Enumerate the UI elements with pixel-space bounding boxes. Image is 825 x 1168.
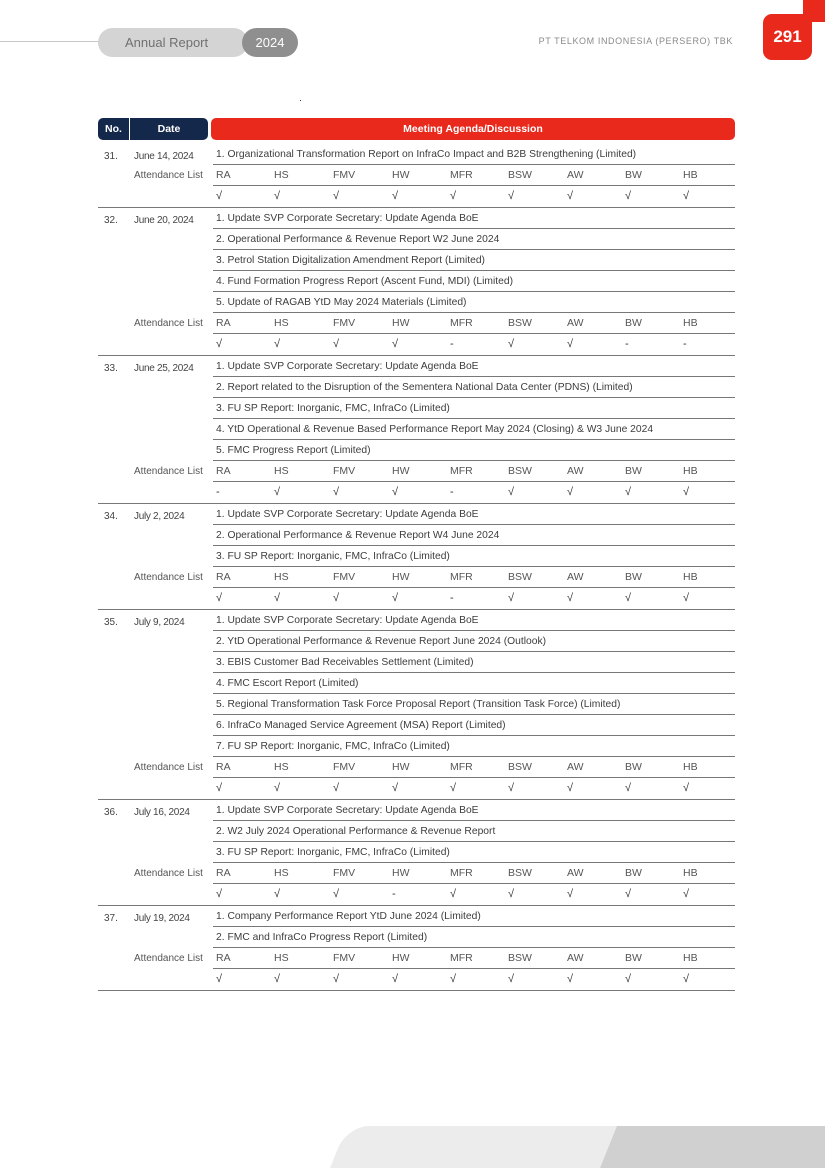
member-code: HW: [392, 867, 410, 879]
member-code: BW: [625, 867, 642, 879]
member-code: HS: [274, 465, 289, 477]
present-check-icon: √: [392, 592, 399, 604]
member-code: FMV: [333, 169, 356, 181]
present-check-icon: √: [274, 782, 281, 794]
present-check-icon: √: [567, 973, 574, 985]
agenda-item: 1. Update SVP Corporate Secretary: Update Agenda BoE: [213, 208, 735, 229]
agenda-item: 1. Update SVP Corporate Secretary: Update Agenda BoE: [213, 504, 735, 525]
member-code: FMV: [333, 867, 356, 879]
present-check-icon: √: [567, 592, 574, 604]
agenda-item: 2. YtD Operational Performance & Revenue Report June 2024 (Outlook): [213, 631, 735, 652]
meeting-row: [98, 208, 735, 356]
member-code: BW: [625, 169, 642, 181]
member-code: MFR: [450, 571, 473, 583]
present-check-icon: √: [392, 190, 399, 202]
present-check-icon: √: [508, 190, 515, 202]
present-check-icon: √: [625, 486, 632, 498]
present-check-icon: √: [216, 190, 223, 202]
present-check-icon: √: [567, 888, 574, 900]
meeting-date: June 14, 2024: [134, 151, 194, 162]
member-code: HW: [392, 317, 410, 329]
attendance-list-label: Attendance List: [134, 572, 203, 583]
member-code: HB: [683, 465, 698, 477]
member-code: HW: [392, 761, 410, 773]
attendance-block: [134, 313, 735, 355]
absent-mark: -: [625, 338, 629, 350]
attendance-member-codes: [213, 461, 735, 482]
agenda-item: 4. YtD Operational & Revenue Based Performance Report May 2024 (Closing) & W3 June 2024: [213, 419, 735, 440]
member-code: AW: [567, 867, 584, 879]
present-check-icon: √: [216, 338, 223, 350]
member-code: HW: [392, 169, 410, 181]
present-check-icon: √: [333, 782, 340, 794]
agenda-item: 2. FMC and InfraCo Progress Report (Limited): [213, 927, 735, 948]
member-code: RA: [216, 169, 231, 181]
meetings-table: [98, 144, 735, 991]
footer-shape-dark: [600, 1126, 825, 1168]
report-year: 2024: [242, 28, 298, 57]
present-check-icon: √: [333, 888, 340, 900]
present-check-icon: √: [567, 782, 574, 794]
present-check-icon: √: [333, 190, 340, 202]
column-header-no: No.: [98, 118, 129, 140]
attendance-marks: [213, 482, 735, 503]
member-code: HS: [274, 761, 289, 773]
meeting-number: 35.: [104, 617, 118, 628]
member-code: AW: [567, 952, 584, 964]
present-check-icon: √: [216, 973, 223, 985]
present-check-icon: √: [216, 592, 223, 604]
present-check-icon: √: [683, 592, 690, 604]
absent-mark: -: [216, 486, 220, 498]
agenda-item: 5. Update of RAGAB YtD May 2024 Materials (Limited): [213, 292, 735, 313]
attendance-block: [134, 165, 735, 207]
present-check-icon: √: [274, 592, 281, 604]
attendance-member-codes: [213, 165, 735, 186]
stray-dot: [300, 100, 301, 101]
member-code: HS: [274, 571, 289, 583]
member-code: BSW: [508, 761, 532, 773]
column-header-date: Date: [130, 118, 208, 140]
attendance-list-label: Attendance List: [134, 170, 203, 181]
present-check-icon: √: [625, 888, 632, 900]
meeting-date: June 25, 2024: [134, 363, 194, 374]
meeting-date: June 20, 2024: [134, 215, 194, 226]
agenda-item: 4. Fund Formation Progress Report (Ascent Fund, MDI) (Limited): [213, 271, 735, 292]
agenda-item: 1. Update SVP Corporate Secretary: Update Agenda BoE: [213, 800, 735, 821]
attendance-marks: [213, 588, 735, 609]
footer-shape-light: [330, 1126, 647, 1168]
member-code: FMV: [333, 571, 356, 583]
present-check-icon: √: [333, 338, 340, 350]
member-code: MFR: [450, 317, 473, 329]
meeting-number: 31.: [104, 151, 118, 162]
present-check-icon: √: [274, 973, 281, 985]
present-check-icon: √: [683, 190, 690, 202]
attendance-marks: [213, 334, 735, 355]
attendance-member-codes: [213, 313, 735, 334]
absent-mark: -: [683, 338, 687, 350]
member-code: RA: [216, 571, 231, 583]
member-code: RA: [216, 867, 231, 879]
member-code: MFR: [450, 465, 473, 477]
present-check-icon: √: [683, 973, 690, 985]
agenda-item: 4. FMC Escort Report (Limited): [213, 673, 735, 694]
attendance-list-label: Attendance List: [134, 868, 203, 879]
attendance-marks: [213, 778, 735, 799]
attendance-block: [134, 863, 735, 905]
member-code: BSW: [508, 867, 532, 879]
attendance-marks: [213, 884, 735, 905]
attendance-member-codes: [213, 863, 735, 884]
member-code: AW: [567, 317, 584, 329]
member-code: RA: [216, 761, 231, 773]
attendance-block: [134, 757, 735, 799]
member-code: HW: [392, 952, 410, 964]
present-check-icon: √: [216, 888, 223, 900]
present-check-icon: √: [450, 973, 457, 985]
member-code: AW: [567, 465, 584, 477]
page-number: 291: [763, 14, 812, 60]
present-check-icon: √: [508, 592, 515, 604]
present-check-icon: √: [508, 338, 515, 350]
present-check-icon: √: [274, 190, 281, 202]
member-code: AW: [567, 169, 584, 181]
agenda-item: 3. FU SP Report: Inorganic, FMC, InfraCo (Limited): [213, 842, 735, 863]
present-check-icon: √: [683, 782, 690, 794]
meeting-date: July 9, 2024: [134, 617, 185, 628]
present-check-icon: √: [274, 888, 281, 900]
agenda-item: 2. Operational Performance & Revenue Report W4 June 2024: [213, 525, 735, 546]
agenda-item: 1. Company Performance Report YtD June 2024 (Limited): [213, 906, 735, 927]
member-code: FMV: [333, 952, 356, 964]
member-code: RA: [216, 952, 231, 964]
attendance-list-label: Attendance List: [134, 318, 203, 329]
meeting-number: 37.: [104, 913, 118, 924]
agenda-item: 3. FU SP Report: Inorganic, FMC, InfraCo (Limited): [213, 546, 735, 567]
agenda-item: 5. FMC Progress Report (Limited): [213, 440, 735, 461]
present-check-icon: √: [625, 190, 632, 202]
present-check-icon: √: [625, 782, 632, 794]
agenda-item: 2. W2 July 2024 Operational Performance & Revenue Report: [213, 821, 735, 842]
present-check-icon: √: [683, 486, 690, 498]
present-check-icon: √: [450, 190, 457, 202]
column-header-agenda: Meeting Agenda/Discussion: [211, 118, 735, 140]
member-code: MFR: [450, 761, 473, 773]
meeting-number: 34.: [104, 511, 118, 522]
agenda-item: 3. EBIS Customer Bad Receivables Settlement (Limited): [213, 652, 735, 673]
present-check-icon: √: [567, 486, 574, 498]
agenda-item: 3. Petrol Station Digitalization Amendment Report (Limited): [213, 250, 735, 271]
member-code: BW: [625, 952, 642, 964]
present-check-icon: √: [450, 782, 457, 794]
present-check-icon: √: [333, 973, 340, 985]
present-check-icon: √: [508, 486, 515, 498]
member-code: FMV: [333, 465, 356, 477]
member-code: MFR: [450, 867, 473, 879]
member-code: HB: [683, 952, 698, 964]
absent-mark: -: [450, 486, 454, 498]
present-check-icon: √: [567, 190, 574, 202]
absent-mark: -: [450, 592, 454, 604]
member-code: FMV: [333, 317, 356, 329]
attendance-marks: [213, 186, 735, 207]
attendance-member-codes: [213, 567, 735, 588]
present-check-icon: √: [392, 486, 399, 498]
meeting-number: 32.: [104, 215, 118, 226]
member-code: AW: [567, 571, 584, 583]
annual-report-label: Annual Report: [98, 28, 248, 57]
present-check-icon: √: [567, 338, 574, 350]
present-check-icon: √: [392, 782, 399, 794]
present-check-icon: √: [216, 782, 223, 794]
member-code: HB: [683, 867, 698, 879]
absent-mark: -: [450, 338, 454, 350]
meeting-row: [98, 144, 735, 208]
present-check-icon: √: [450, 888, 457, 900]
agenda-item: 2. Report related to the Disruption of the Sementera National Data Center (PDNS) (Limited): [213, 377, 735, 398]
member-code: HB: [683, 317, 698, 329]
meeting-row: [98, 906, 735, 991]
attendance-member-codes: [213, 757, 735, 778]
meeting-date: July 19, 2024: [134, 913, 190, 924]
meeting-date: July 2, 2024: [134, 511, 185, 522]
present-check-icon: √: [508, 782, 515, 794]
member-code: BSW: [508, 317, 532, 329]
present-check-icon: √: [274, 486, 281, 498]
member-code: MFR: [450, 952, 473, 964]
attendance-list-label: Attendance List: [134, 762, 203, 773]
member-code: AW: [567, 761, 584, 773]
attendance-member-codes: [213, 948, 735, 969]
attendance-list-label: Attendance List: [134, 953, 203, 964]
present-check-icon: √: [333, 592, 340, 604]
meeting-number: 33.: [104, 363, 118, 374]
member-code: HS: [274, 317, 289, 329]
meeting-row: [98, 800, 735, 906]
member-code: HW: [392, 571, 410, 583]
agenda-item: 2. Operational Performance & Revenue Report W2 June 2024: [213, 229, 735, 250]
attendance-marks: [213, 969, 735, 990]
member-code: RA: [216, 465, 231, 477]
member-code: HS: [274, 867, 289, 879]
member-code: HB: [683, 571, 698, 583]
member-code: HB: [683, 761, 698, 773]
member-code: FMV: [333, 761, 356, 773]
member-code: RA: [216, 317, 231, 329]
meeting-date: July 16, 2024: [134, 807, 190, 818]
member-code: HS: [274, 169, 289, 181]
present-check-icon: √: [508, 973, 515, 985]
present-check-icon: √: [333, 486, 340, 498]
present-check-icon: √: [392, 973, 399, 985]
member-code: BSW: [508, 169, 532, 181]
meeting-row: [98, 504, 735, 610]
member-code: BW: [625, 761, 642, 773]
member-code: BW: [625, 571, 642, 583]
company-name: PT TELKOM INDONESIA (PERSERO) TBK: [538, 36, 733, 46]
agenda-item: 3. FU SP Report: Inorganic, FMC, InfraCo (Limited): [213, 398, 735, 419]
agenda-item: 7. FU SP Report: Inorganic, FMC, InfraCo (Limited): [213, 736, 735, 757]
member-code: BW: [625, 317, 642, 329]
member-code: HB: [683, 169, 698, 181]
member-code: BW: [625, 465, 642, 477]
present-check-icon: √: [625, 973, 632, 985]
agenda-item: 5. Regional Transformation Task Force Proposal Report (Transition Task Force) (Limited): [213, 694, 735, 715]
member-code: BSW: [508, 952, 532, 964]
present-check-icon: √: [508, 888, 515, 900]
present-check-icon: √: [274, 338, 281, 350]
agenda-item: 1. Organizational Transformation Report on InfraCo Impact and B2B Strengthening (Limited): [213, 144, 735, 165]
header-rule: [0, 41, 110, 42]
agenda-item: 1. Update SVP Corporate Secretary: Update Agenda BoE: [213, 610, 735, 631]
member-code: HW: [392, 465, 410, 477]
present-check-icon: √: [625, 592, 632, 604]
member-code: BSW: [508, 465, 532, 477]
meeting-row: [98, 356, 735, 504]
attendance-block: [134, 948, 735, 990]
meeting-number: 36.: [104, 807, 118, 818]
agenda-item: 6. InfraCo Managed Service Agreement (MSA) Report (Limited): [213, 715, 735, 736]
member-code: BSW: [508, 571, 532, 583]
meeting-row: [98, 610, 735, 800]
member-code: HS: [274, 952, 289, 964]
absent-mark: -: [392, 888, 396, 900]
agenda-item: 1. Update SVP Corporate Secretary: Update Agenda BoE: [213, 356, 735, 377]
present-check-icon: √: [683, 888, 690, 900]
attendance-block: [134, 461, 735, 503]
present-check-icon: √: [392, 338, 399, 350]
attendance-list-label: Attendance List: [134, 466, 203, 477]
member-code: MFR: [450, 169, 473, 181]
attendance-block: [134, 567, 735, 609]
